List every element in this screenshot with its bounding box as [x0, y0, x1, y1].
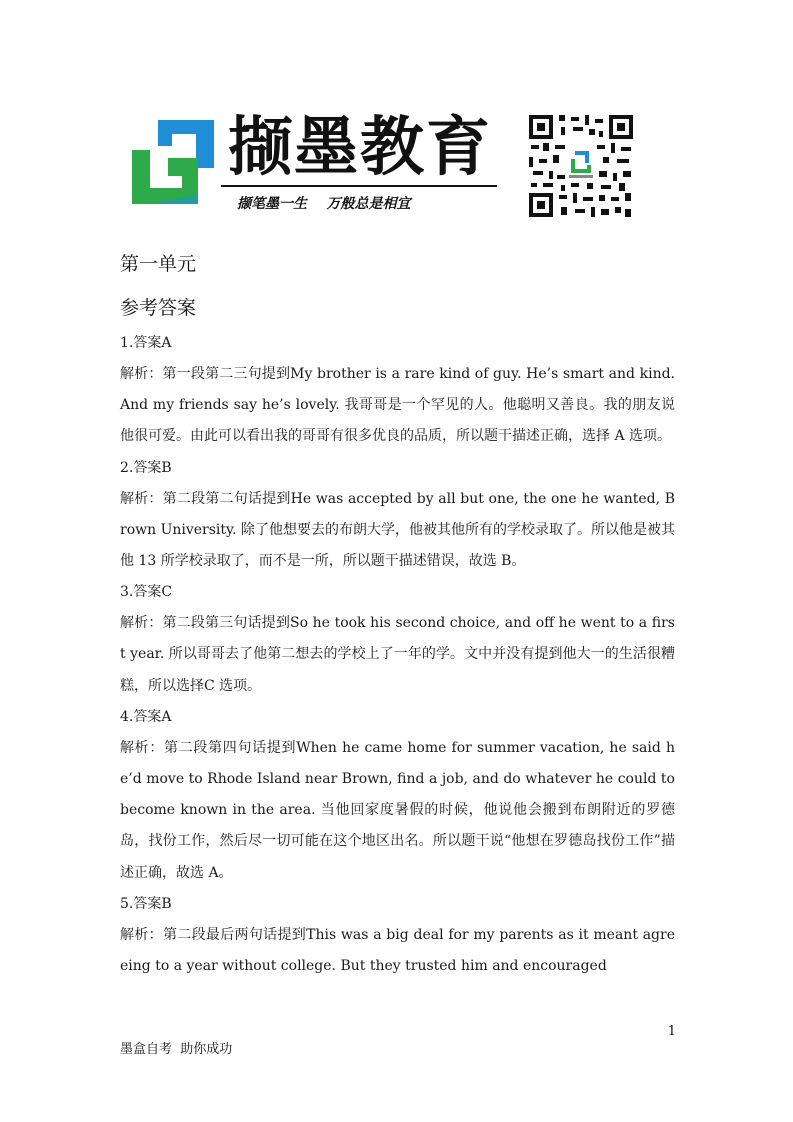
brand-slogan: 撷笔墨一生 万般总是相宜: [237, 196, 411, 212]
answer-label: 3.答案C: [120, 584, 173, 601]
document-body: [120, 248, 675, 982]
page-header: [0, 0, 793, 230]
answer-label: 5.答案B: [120, 895, 172, 912]
footer-text: 墨盒自考 助你成功: [120, 1042, 233, 1057]
answer-item: [120, 889, 675, 982]
unit-title: 第一单元: [120, 253, 197, 275]
answer-explanation: 解析：第一段第二三句提到My brother is a rare kind of guy. He’s smart and kind. And my friends say he’s lovely. 我哥哥是一个罕见的人。他聪明又善良。我的朋友说他很可爱。由此可以看出我的哥哥有很多优良的品质，所以题干描述正确，选择 A 选项。: [120, 366, 675, 445]
answer-label: 1.答案A: [120, 335, 172, 351]
answer-explanation: 解析：第二段最后两句话提到This was a big deal for my parents as it meant agreeing to a year without college. But they trusted him and encouraged: [120, 926, 675, 975]
answer-explanation: 解析：第二段第三句话提到So he took his second choice, and off he went to a first year. 所以哥哥去了他第二想去的学校上了一年的学。文中并没有提到他大一的生活很糟糕，所以选择C 选项。: [120, 615, 675, 694]
answer-item: [120, 453, 675, 578]
answer-item: [120, 577, 675, 702]
page-number: 1: [667, 1024, 676, 1039]
answer-item: [120, 702, 675, 889]
answer-explanation: 解析：第二段第四句话提到When he came home for summer vacation, he said he’d move to Rhode Island near Brown, find a job, and do whatever he could to become known in the area. 当他回家度暑假的时候，他说他会搬到布朗附近的罗德岛，找份工作，然后尽一切可能在这个地区出名。所以题干说“他想在罗德岛找份工作”描述正确，故选 A。: [120, 739, 675, 881]
qr-code-icon: [527, 113, 635, 219]
brand-logo-icon: [128, 116, 218, 208]
answer-item: [120, 328, 675, 453]
answer-explanation: 解析：第二段第二句话提到He was accepted by all but one, the one he wanted, Brown University. 除了他想要去的布朗大学，他被其他所有的学校录取了。所以他是被其他 13 所学校录取了，而不是一所，所以题干描述错误，故选 B。: [120, 490, 675, 570]
brand-divider: [221, 185, 497, 187]
answer-label: 4.答案A: [120, 708, 172, 725]
answers-title: 参考答案: [120, 297, 197, 319]
answer-label: 2.答案B: [120, 459, 172, 476]
brand-title: 撷墨教育: [228, 111, 492, 185]
